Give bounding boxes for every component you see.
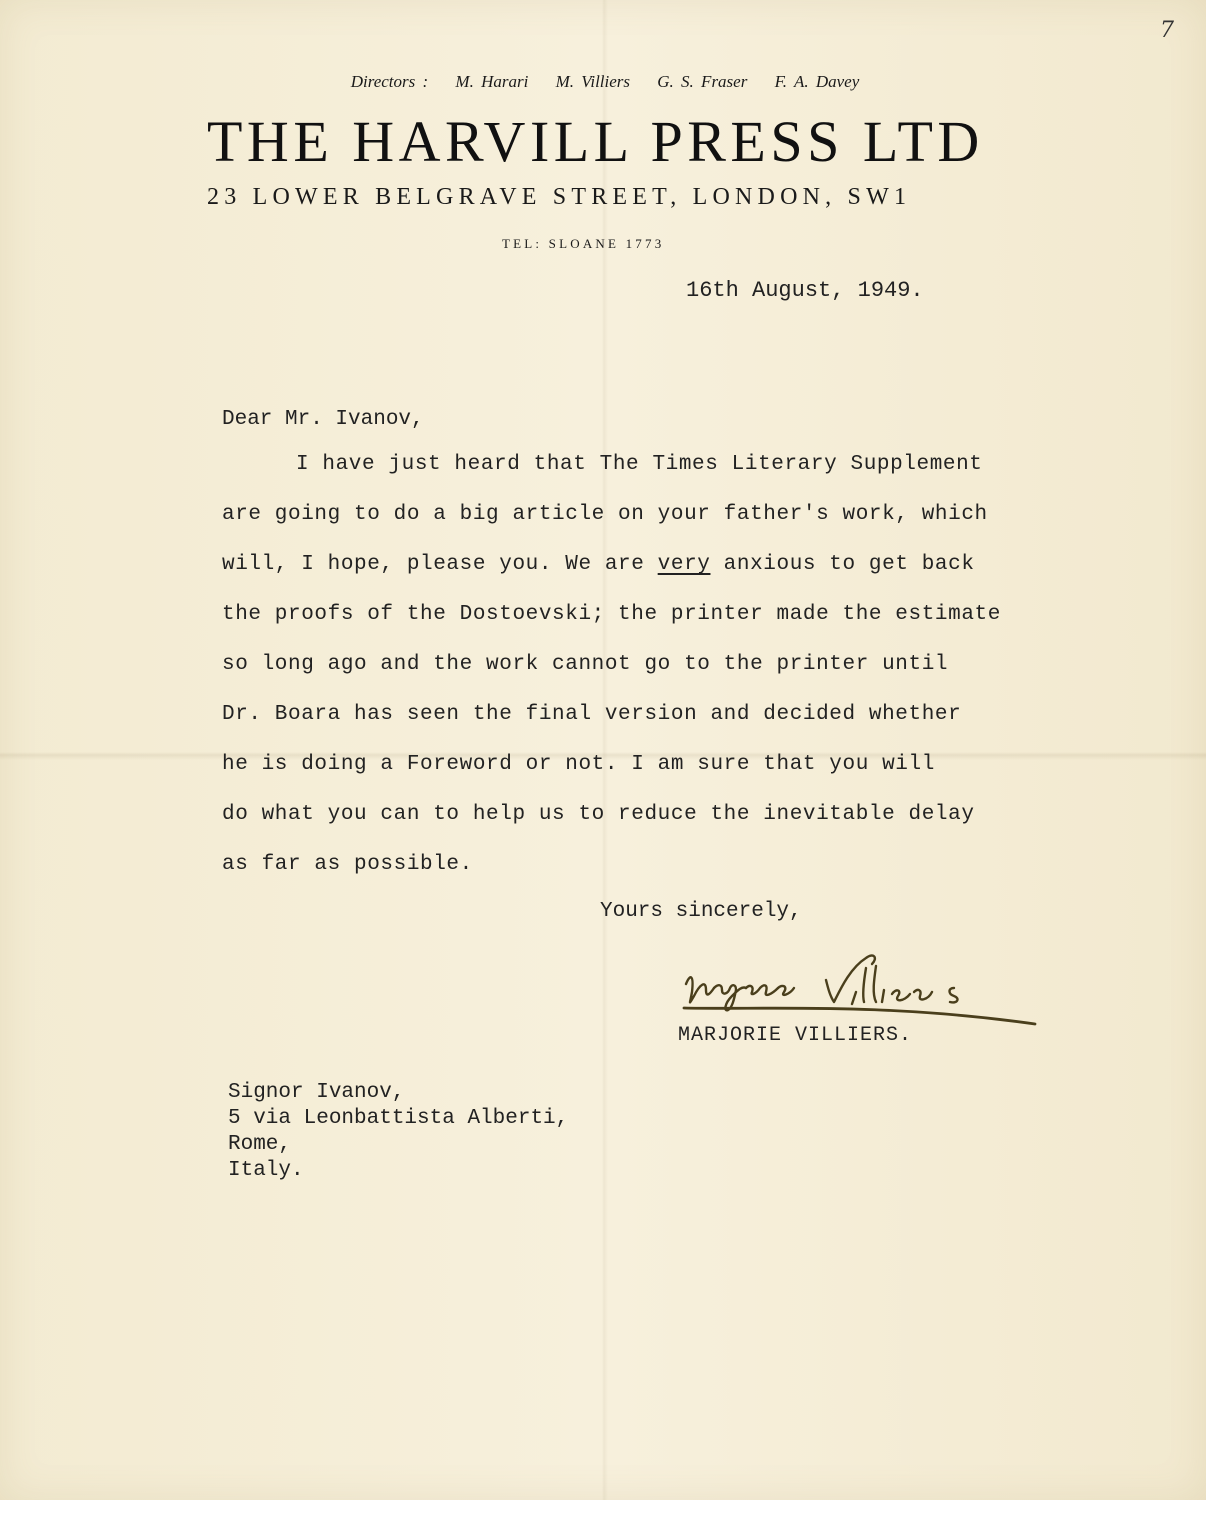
body-line: so long ago and the work cannot go to the printer until (222, 653, 949, 676)
body-line: he is doing a Foreword or not. I am sure that you will (222, 753, 935, 776)
directors-line (0, 72, 1210, 92)
director-name: M. Harari (455, 72, 529, 91)
signatory-name: MARJORIE VILLIERS. (678, 1024, 913, 1047)
body-text: anxious to get back (710, 553, 975, 576)
salutation: Dear Mr. Ivanov, (222, 408, 424, 431)
director-name: G. S. Fraser (657, 72, 748, 91)
recipient-line: 5 via Leonbattista Alberti, (228, 1107, 569, 1130)
letter-date: 16th August, 1949. (686, 278, 924, 303)
director-name: M. Villiers (555, 72, 631, 91)
recipient-line: Rome, (228, 1133, 292, 1156)
closing: Yours sincerely, (600, 900, 802, 923)
body-line: Dr. Boara has seen the final version and decided whether (222, 703, 962, 726)
underlined-emphasis: very (657, 553, 711, 576)
recipient-line: Italy. (228, 1159, 304, 1182)
body-line: do what you can to help us to reduce the inevitable delay (222, 803, 975, 826)
company-telephone: TEL: SLOANE 1773 (502, 236, 665, 251)
body-line: the proofs of the Dostoevski; the printer made the estimate (222, 603, 1001, 626)
body-line: are going to do a big article on your father's work, which (222, 503, 988, 526)
body-line: I have just heard that The Times Literary Supplement (296, 453, 983, 476)
page-number: 7 (1160, 18, 1174, 43)
recipient-address (228, 1080, 568, 1184)
body-line: as far as possible. (222, 853, 473, 876)
director-name: F. A. Davey (774, 72, 860, 91)
body-line (222, 553, 975, 576)
company-name: THE HARVILL PRESS LTD (207, 109, 984, 174)
company-address: 23 LOWER BELGRAVE STREET, LONDON, SW1 (207, 184, 912, 210)
body-text: will, I hope, please you. We are (222, 553, 658, 576)
recipient-line: Signor Ivanov, (228, 1081, 405, 1104)
directors-label: Directors : (350, 72, 429, 91)
